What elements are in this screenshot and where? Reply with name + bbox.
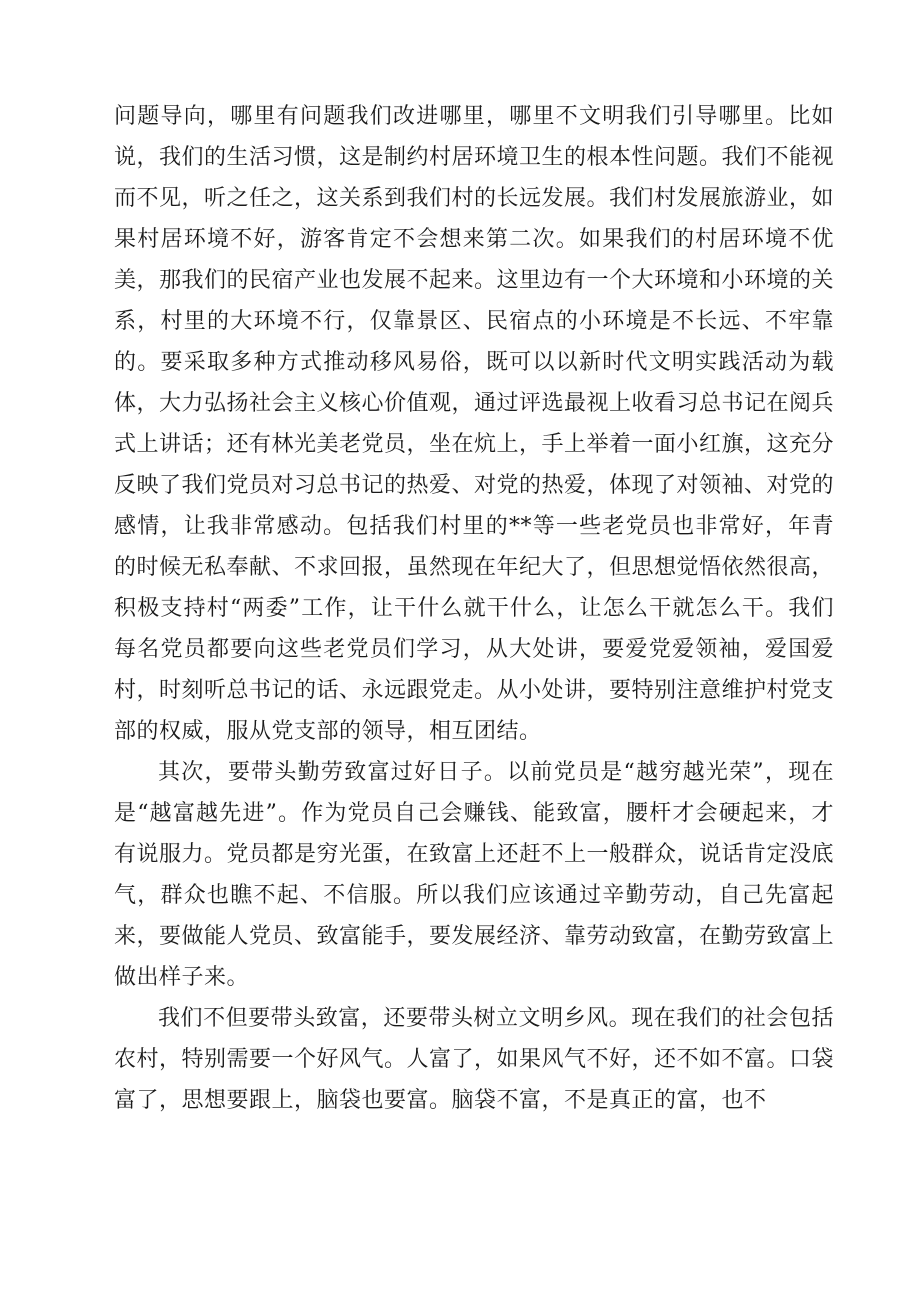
paragraph-1: 问题导向，哪里有问题我们改进哪里，哪里不文明我们引导哪里。比如说，我们的生活习惯，这是制约村居环境卫生的根本性问题。我们不能视而不见，听之任之，这关系到我们村的长远发展。我们村发展旅游业，如果村居环境不好，游客肯定不会想来第二次。如果我们的村居环境不优美，那我们的民宿产业也发展不起来。这里边有一个大环境和小环境的关系，村里的大环境不行，仅靠景区、民宿点的小环境是不长远、不牢靠的。要采取多种方式推动移风易俗，既可以以新时代文明实践活动为载体，大力弘扬社会主义核心价值观，通过评选最视上收看习总书记在阅兵式上讲话；还有林光美老党员，坐在炕上，手上举着一面小红旗，这充分反映了我们党员对习总书记的热爱、对党的热爱，体现了对领袖、对党的感情，让我非常感动。包括我们村里的**等一些老党员也非常好，年青的时候无私奉献、不求回报，虽然现在年纪大了，但思想觉悟依然很高，积极支持村“两委”工作，让干什么就干什么，让怎么干就怎么干。我们每名党员都要向这些老党员们学习，从大处讲，要爱党爱领袖，爱国爱村，时刻听总书记的话、永远跟党走。从小处讲，要特别注意维护村党支部的权威，服从党支部的领导，相互团结。 — [114, 104, 835, 744]
paragraph-2: 其次，要带头勤劳致富过好日子。以前党员是“越穷越光荣”，现在是“越富越先进”。作为党员自己会赚钱、能致富，腰杆才会硬起来，才有说服力。党员都是穷光蛋，在致富上还赶不上一般群众，说话肯定没底气，群众也瞧不起、不信服。所以我们应该通过辛勤劳动，自己先富起来，要做能人党员、致富能手，要发展经济、靠劳动致富，在勤劳致富上做出样子来。 — [114, 760, 835, 990]
document-body — [114, 96, 834, 1121]
paragraph-3: 我们不但要带头致富，还要带头树立文明乡风。现在我们的社会包括农村，特别需要一个好风气。人富了，如果风气不好，还不如不富。口袋富了，思想要跟上，脑袋也要富。脑袋不富，不是真正的富，也不 — [114, 1006, 835, 1113]
